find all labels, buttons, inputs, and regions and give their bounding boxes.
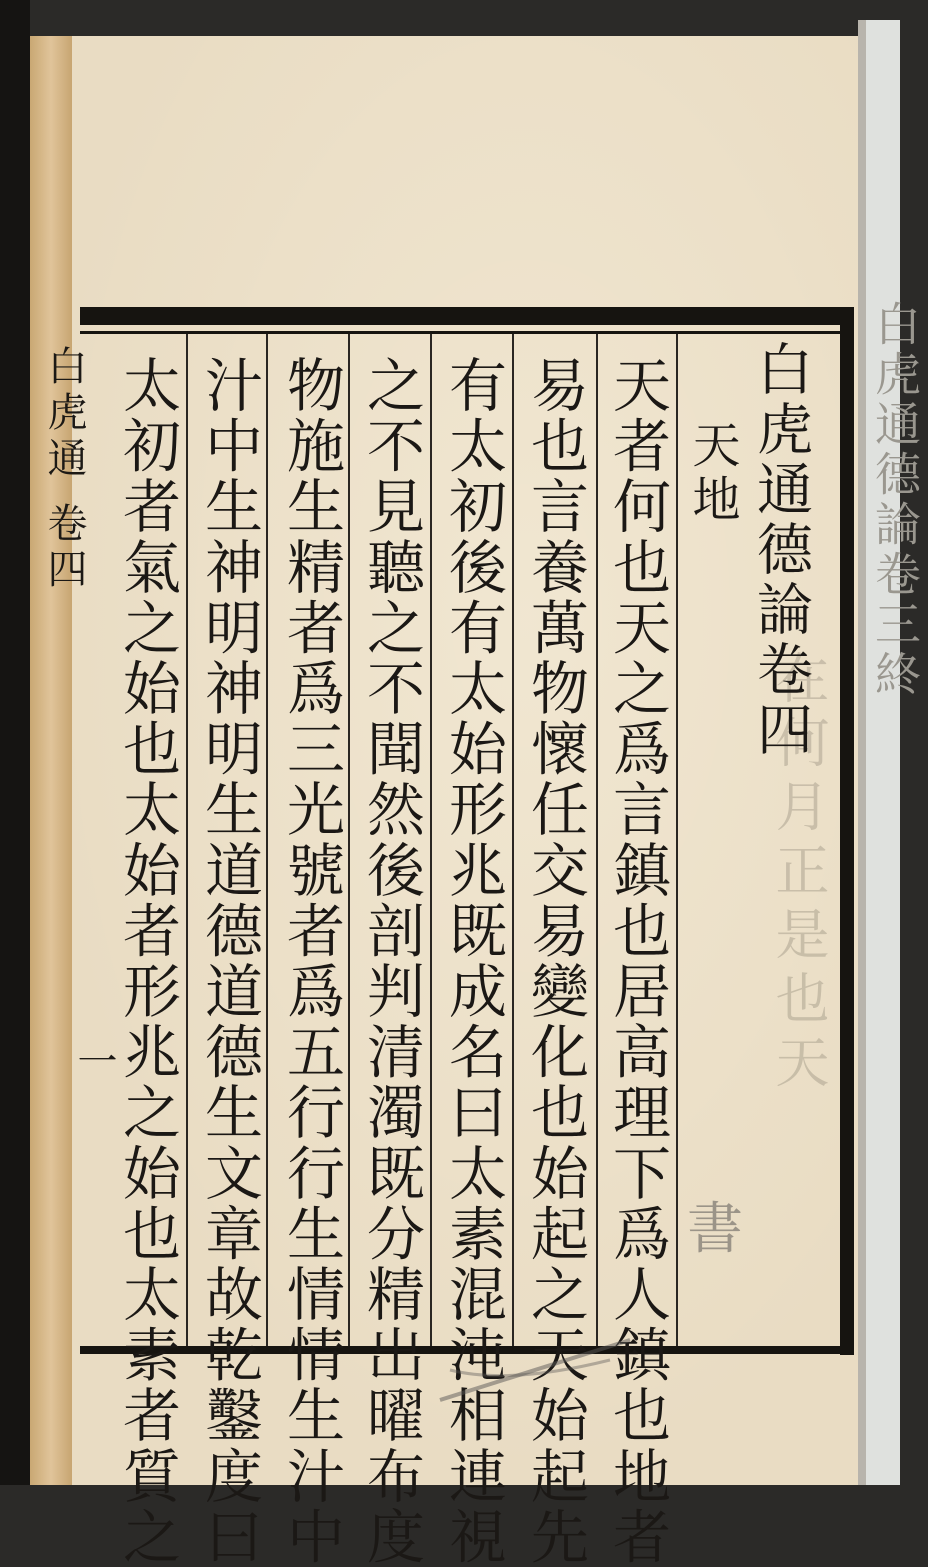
text-column-7: 太初者氣之始也太始者形兆之始也太素者質之 [113,355,181,1567]
text-column-6: 汁中生神明神明生道德道德生文章故乾鑿度曰 [195,355,263,1567]
page-fold-edge [30,36,72,1485]
text-column-3: 有太初後有太始形兆既成名曰太素混沌相連視 [439,355,507,1567]
column-rule [596,334,598,1346]
folio-number: 一 [71,1040,117,1080]
adjacent-page-text: 白虎通德論卷三終 [868,300,922,700]
column-rule [430,334,432,1346]
column-rule [266,334,268,1346]
text-column-2: 易也言養萬物懷任交易變化也始起之天始起先 [521,355,589,1567]
text-column-4: 之不見聽之不聞然後剖判清濁既分精出曜布度 [357,355,425,1567]
column-rule [676,334,678,1346]
fold-label: 白虎通 卷四 [41,345,87,594]
adjacent-page [858,20,900,1485]
library-stamp: 書 [687,1197,743,1262]
frame-right-border [840,325,854,1355]
column-rule [512,334,514,1346]
frame-top-inner-border [80,331,854,334]
frame-top-border [80,307,854,325]
column-rule [348,334,350,1346]
chapter-title: 白虎通德論卷四 [748,340,813,760]
adjacent-page-edge [858,20,866,1485]
bleed-through-text: 在何月正是也天 [767,650,830,1098]
section-heading: 天地 [684,420,740,528]
text-column-5: 物施生精者爲三光號者爲五行行生情情生汁中 [277,355,345,1567]
book-edge-shadow [0,0,30,1485]
column-rule [186,334,188,1346]
text-column-1: 天者何也天之爲言鎮也居高理下爲人鎮也地者 [603,355,671,1567]
